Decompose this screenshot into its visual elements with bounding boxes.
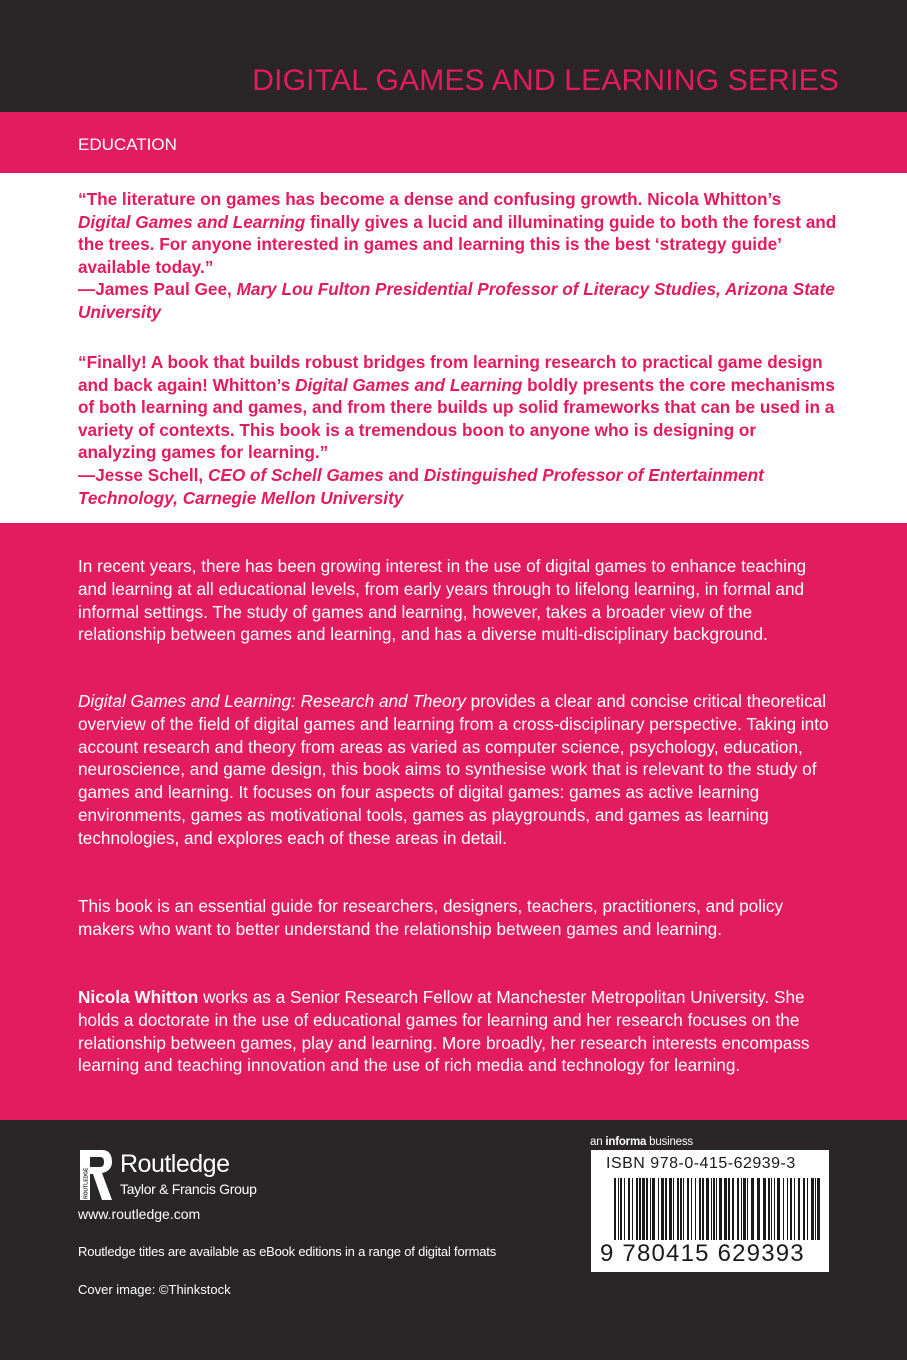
quote-text bbox=[78, 188, 838, 278]
book-title: Digital Games and Learning bbox=[295, 374, 523, 395]
quote-attribution bbox=[78, 278, 838, 323]
publisher-group: Taylor & Francis Group bbox=[120, 1181, 257, 1197]
description-paragraph-1 bbox=[78, 555, 838, 646]
category-label: EDUCATION bbox=[78, 135, 177, 154]
isbn-text: ISBN 978-0-415-62939-3 bbox=[606, 1155, 796, 1172]
paragraph-text: In recent years, there has been growing interest in the use of digital games to enhance teaching and learning at all educational levels, from early years through to lifelong learning, in formal and informal settings. The study of games and learning, however, takes a broader view of the relationship between games and learning, and has a diverse multi-disciplinary background. bbox=[78, 556, 807, 645]
endorsement-quote-1 bbox=[78, 188, 838, 324]
barcode-digits: 9 780415 629393 bbox=[600, 1240, 805, 1267]
quote-body: “The literature on games has become a dense and confusing growth. Nicola Whitton’s bbox=[78, 189, 782, 209]
attribution-name: —James Paul Gee, bbox=[78, 279, 237, 300]
author-name: Nicola Whitton bbox=[78, 987, 199, 1007]
informa-brand: informa bbox=[605, 1136, 647, 1148]
publisher-website: www.routledge.com bbox=[78, 1206, 201, 1222]
informa-suffix: business bbox=[646, 1136, 693, 1148]
paragraph-text: This book is an essential guide for researchers, designers, teachers, practitioners, and policy makers who want to better understand the relationship between games and learning. bbox=[78, 896, 784, 939]
book-title: Digital Games and Learning: Research and Theory bbox=[78, 691, 466, 711]
paragraph-text bbox=[78, 690, 838, 850]
informa-tagline bbox=[590, 1136, 693, 1148]
quote-text bbox=[78, 351, 838, 464]
quote-body: “Finally! A book that builds robust bridges from learning research to practical game design and back again! Whitton’s bbox=[78, 352, 823, 395]
quote-body-end: finally gives a lucid and illuminating guide to both the forest and the trees. For anyone interested in games and learning this is the best ‘strategy guide’ available today.” bbox=[78, 211, 837, 277]
author-bio bbox=[78, 986, 838, 1077]
attribution-title: CEO of Schell Games bbox=[207, 464, 384, 485]
attribution-conjunction: and bbox=[383, 464, 424, 485]
publisher-name: Routledge bbox=[120, 1150, 230, 1178]
endorsement-quote-2 bbox=[78, 351, 838, 509]
attribution-name: —Jesse Schell, bbox=[78, 464, 208, 485]
series-title: DIGITAL GAMES AND LEARNING SERIES bbox=[252, 64, 839, 97]
paragraph-body: works as a Senior Research Fellow at Manchester Metropolitan University. She holds a doctorate in the use of educational games for learning and her research focuses on the relationship between games, play and learning. More broadly, her research interests encompass learning and teaching innovation and the use of rich media and technology for learning. bbox=[78, 987, 810, 1076]
routledge-logo-icon bbox=[78, 1150, 112, 1200]
cover-credit: Cover image: ©Thinkstock bbox=[78, 1282, 231, 1297]
description-paragraph-2 bbox=[78, 690, 838, 850]
description-paragraph-3 bbox=[78, 895, 838, 941]
paragraph-text bbox=[78, 986, 838, 1077]
quote-attribution bbox=[78, 464, 838, 509]
barcode-icon bbox=[614, 1178, 822, 1240]
attribution-title: Mary Lou Fulton Presidential Professor of Literacy Studies, Arizona State University bbox=[78, 279, 835, 322]
informa-prefix: an bbox=[590, 1136, 606, 1148]
paragraph-body: provides a clear and concise critical theoretical overview of the field of digital games and learning from a cross-disciplinary perspective. Taking into account research and theory from areas as varied as computer science, psychology, education, neuroscience, and game design, this book aims to synthesise work that is relevant to the study of games and learning. It focuses on four aspects of digital games: games as active learning environments, games as motivational tools, games as playgrounds, and games as learning technologies, and explores each of these areas in detail. bbox=[78, 691, 829, 848]
logo-vertical-text: ROUTLEDGE bbox=[83, 1167, 90, 1199]
attribution-title-2: Distinguished Professor of Entertainment Technology, Carnegie Mellon University bbox=[78, 464, 764, 508]
book-title: Digital Games and Learning bbox=[78, 211, 306, 232]
ebook-note: Routledge titles are available as eBook editions in a range of digital formats bbox=[78, 1244, 496, 1259]
quote-body-end: boldly presents the core mechanisms of both learning and games, and from there builds up solid frameworks that can be used in a variety of contexts. This book is a tremendous boon to anyone who is designing or analyzing games for learning.” bbox=[78, 374, 835, 463]
